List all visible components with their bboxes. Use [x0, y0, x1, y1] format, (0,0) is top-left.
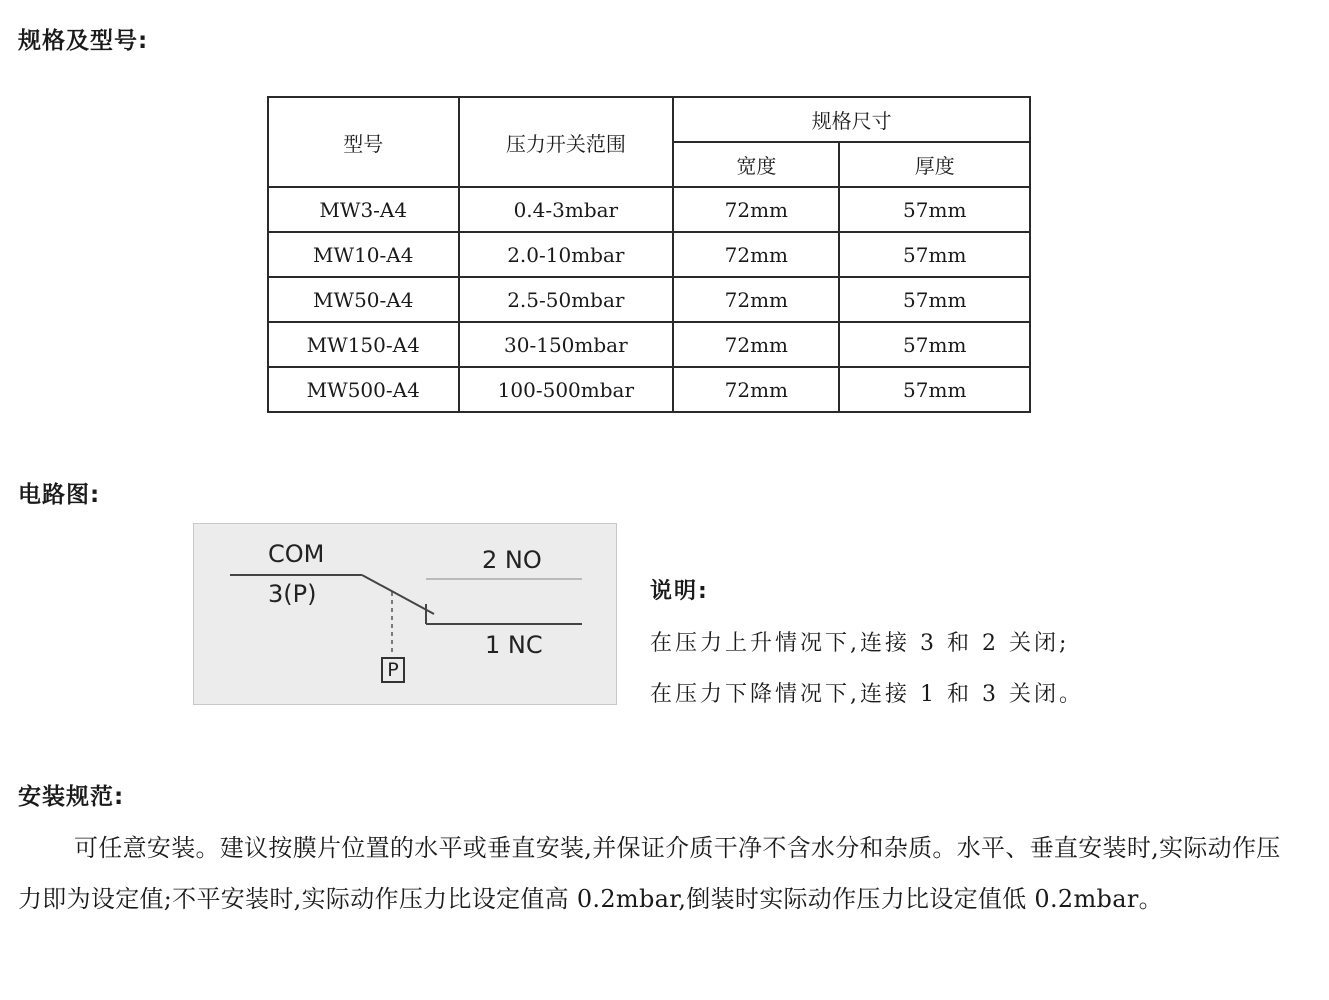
header-range: 压力开关范围 [459, 97, 674, 187]
switch-blade [362, 575, 434, 614]
cell-range: 100-500mbar [459, 367, 674, 412]
cell-width: 72mm [673, 187, 839, 232]
cell-model: MW150-A4 [268, 322, 459, 367]
explanation-line: 在压力上升情况下,连接 3 和 2 关闭; [650, 631, 1070, 656]
table-row [268, 277, 1030, 322]
spec-table [267, 96, 1031, 413]
circuit-diagram [193, 523, 617, 705]
cell-range: 2.0-10mbar [459, 232, 674, 277]
cell-model: MW10-A4 [268, 232, 459, 277]
cell-range: 30-150mbar [459, 322, 674, 367]
header-dimensions: 规格尺寸 [673, 97, 1030, 142]
cell-thickness: 57mm [839, 367, 1030, 412]
table-row [268, 322, 1030, 367]
explanation-line: 在压力下降情况下,连接 1 和 3 关闭。 [650, 682, 1084, 707]
com-label: COM [268, 540, 325, 568]
table-header-row [268, 97, 1030, 142]
spec-heading: 规格及型号: [18, 28, 149, 54]
install-heading: 安装规范: [18, 784, 125, 810]
circuit-wiring [194, 524, 618, 706]
pressure-port-label: P [381, 657, 405, 683]
cell-thickness: 57mm [839, 232, 1030, 277]
terminal-1-label: 1 NC [485, 631, 543, 659]
install-paragraph: 可任意安装。建议按膜片位置的水平或垂直安装,并保证介质干净不含水分和杂质。水平、垂直安装时,实际动作压力即为设定值;不平安装时,实际动作压力比设定值高 0.2mbar,倒装时实际动作压力比设定值低 0.2mbar。 [18, 834, 1281, 913]
cell-thickness: 57mm [839, 277, 1030, 322]
circuit-heading: 电路图: [18, 482, 101, 508]
cell-model: MW50-A4 [268, 277, 459, 322]
header-thickness: 厚度 [839, 142, 1030, 187]
table-row [268, 232, 1030, 277]
header-width: 宽度 [673, 142, 839, 187]
header-model: 型号 [268, 97, 459, 187]
cell-width: 72mm [673, 277, 839, 322]
explanation-title: 说明: [650, 579, 709, 604]
terminal-2-label: 2 NO [482, 546, 542, 574]
terminal-3-label: 3(P) [268, 580, 317, 608]
cell-range: 2.5-50mbar [459, 277, 674, 322]
cell-width: 72mm [673, 232, 839, 277]
cell-model: MW500-A4 [268, 367, 459, 412]
cell-thickness: 57mm [839, 187, 1030, 232]
cell-width: 72mm [673, 322, 839, 367]
cell-model: MW3-A4 [268, 187, 459, 232]
cell-width: 72mm [673, 367, 839, 412]
cell-range: 0.4-3mbar [459, 187, 674, 232]
cell-thickness: 57mm [839, 322, 1030, 367]
table-row [268, 367, 1030, 412]
table-row [268, 187, 1030, 232]
